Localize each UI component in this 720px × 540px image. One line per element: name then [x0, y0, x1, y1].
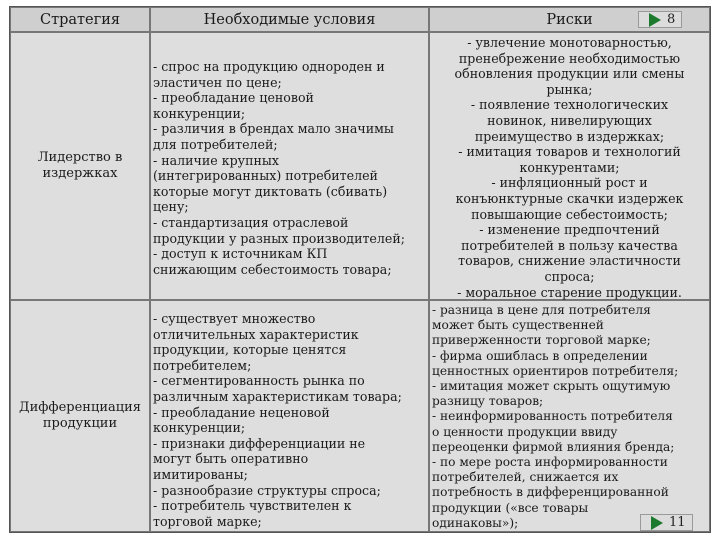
row1-conditions: [150, 32, 429, 300]
row2-strategy-text: Дифференциация продукции: [19, 400, 141, 431]
header-risks-label: Риски: [546, 11, 593, 28]
row1-conditions-text: - спрос на продукцию однороден и эластичен по цене; - преобладание ценовой конкуренции; - различия в брендах мало значимы для потребителей; - наличие крупных (интегрированных) потребителей которые могут диктовать (сбивать) цену; - стандартизация отраслевой продукции у разных производителей; - доступ к источникам КП снижающим себестоимость товара;: [153, 59, 405, 277]
next-slide-button[interactable]: [640, 514, 693, 531]
play-arrow-icon: [651, 516, 663, 530]
next-slide-number: 11: [669, 515, 686, 530]
header-strategy: [10, 7, 150, 32]
header-conditions: [150, 7, 429, 32]
row2-conditions: [150, 300, 429, 532]
row2-risks: [429, 300, 710, 532]
row1-strategy: [10, 32, 150, 300]
header-conditions-label: Необходимые условия: [203, 11, 376, 28]
strategy-table: [9, 6, 711, 533]
slide-number-button[interactable]: [638, 11, 682, 28]
play-arrow-icon: [649, 13, 661, 27]
header-strategy-label: Стратегия: [39, 11, 121, 28]
row2-risks-text: - разница в цене для потребителя может быть существенней приверженности торговой марке; - фирма ошиблась в определении ценностных ориентиров потребителя; - имитация может скрыть ощутимую разницу товаров; - неинформированность потребителя о ценности продукции ввиду переоценки фирмой влияния бренда; - по мере роста информированности потребителей, снижается их потребность в дифференцированной продукции («все товары одинаковы»);: [432, 303, 679, 530]
row1-risks-text: - увлечение монотоварностью, пренебрежение необходимостью обновления продукции или смены рынка; - появление технологических новинок, нивелирующих преимущество в издержках; - имитация товаров и технологий конкурентами; - инфляционный рост и конъюнктурные скачки издержек повышающие себестоимость; - изменение предпочтений потребителей в пользу качества товаров, снижение эластичности спроса; - моральное старение продукции.: [454, 35, 685, 300]
slide-number: 8: [667, 12, 676, 27]
row2-strategy: [10, 300, 150, 532]
row1-risks: [429, 32, 710, 300]
row1-strategy-text: Лидерство в издержках: [37, 150, 123, 181]
row2-conditions-text: - существует множество отличительных характеристик продукции, которые ценятся потребителем; - сегментированность рынка по различным характеристикам товара; - преобладание неценовой конкуренции; - признаки дифференциации не могут быть оперативно имитированы; - разнообразие структуры спроса; - потребитель чувствителен к торговой марке;: [153, 311, 402, 529]
